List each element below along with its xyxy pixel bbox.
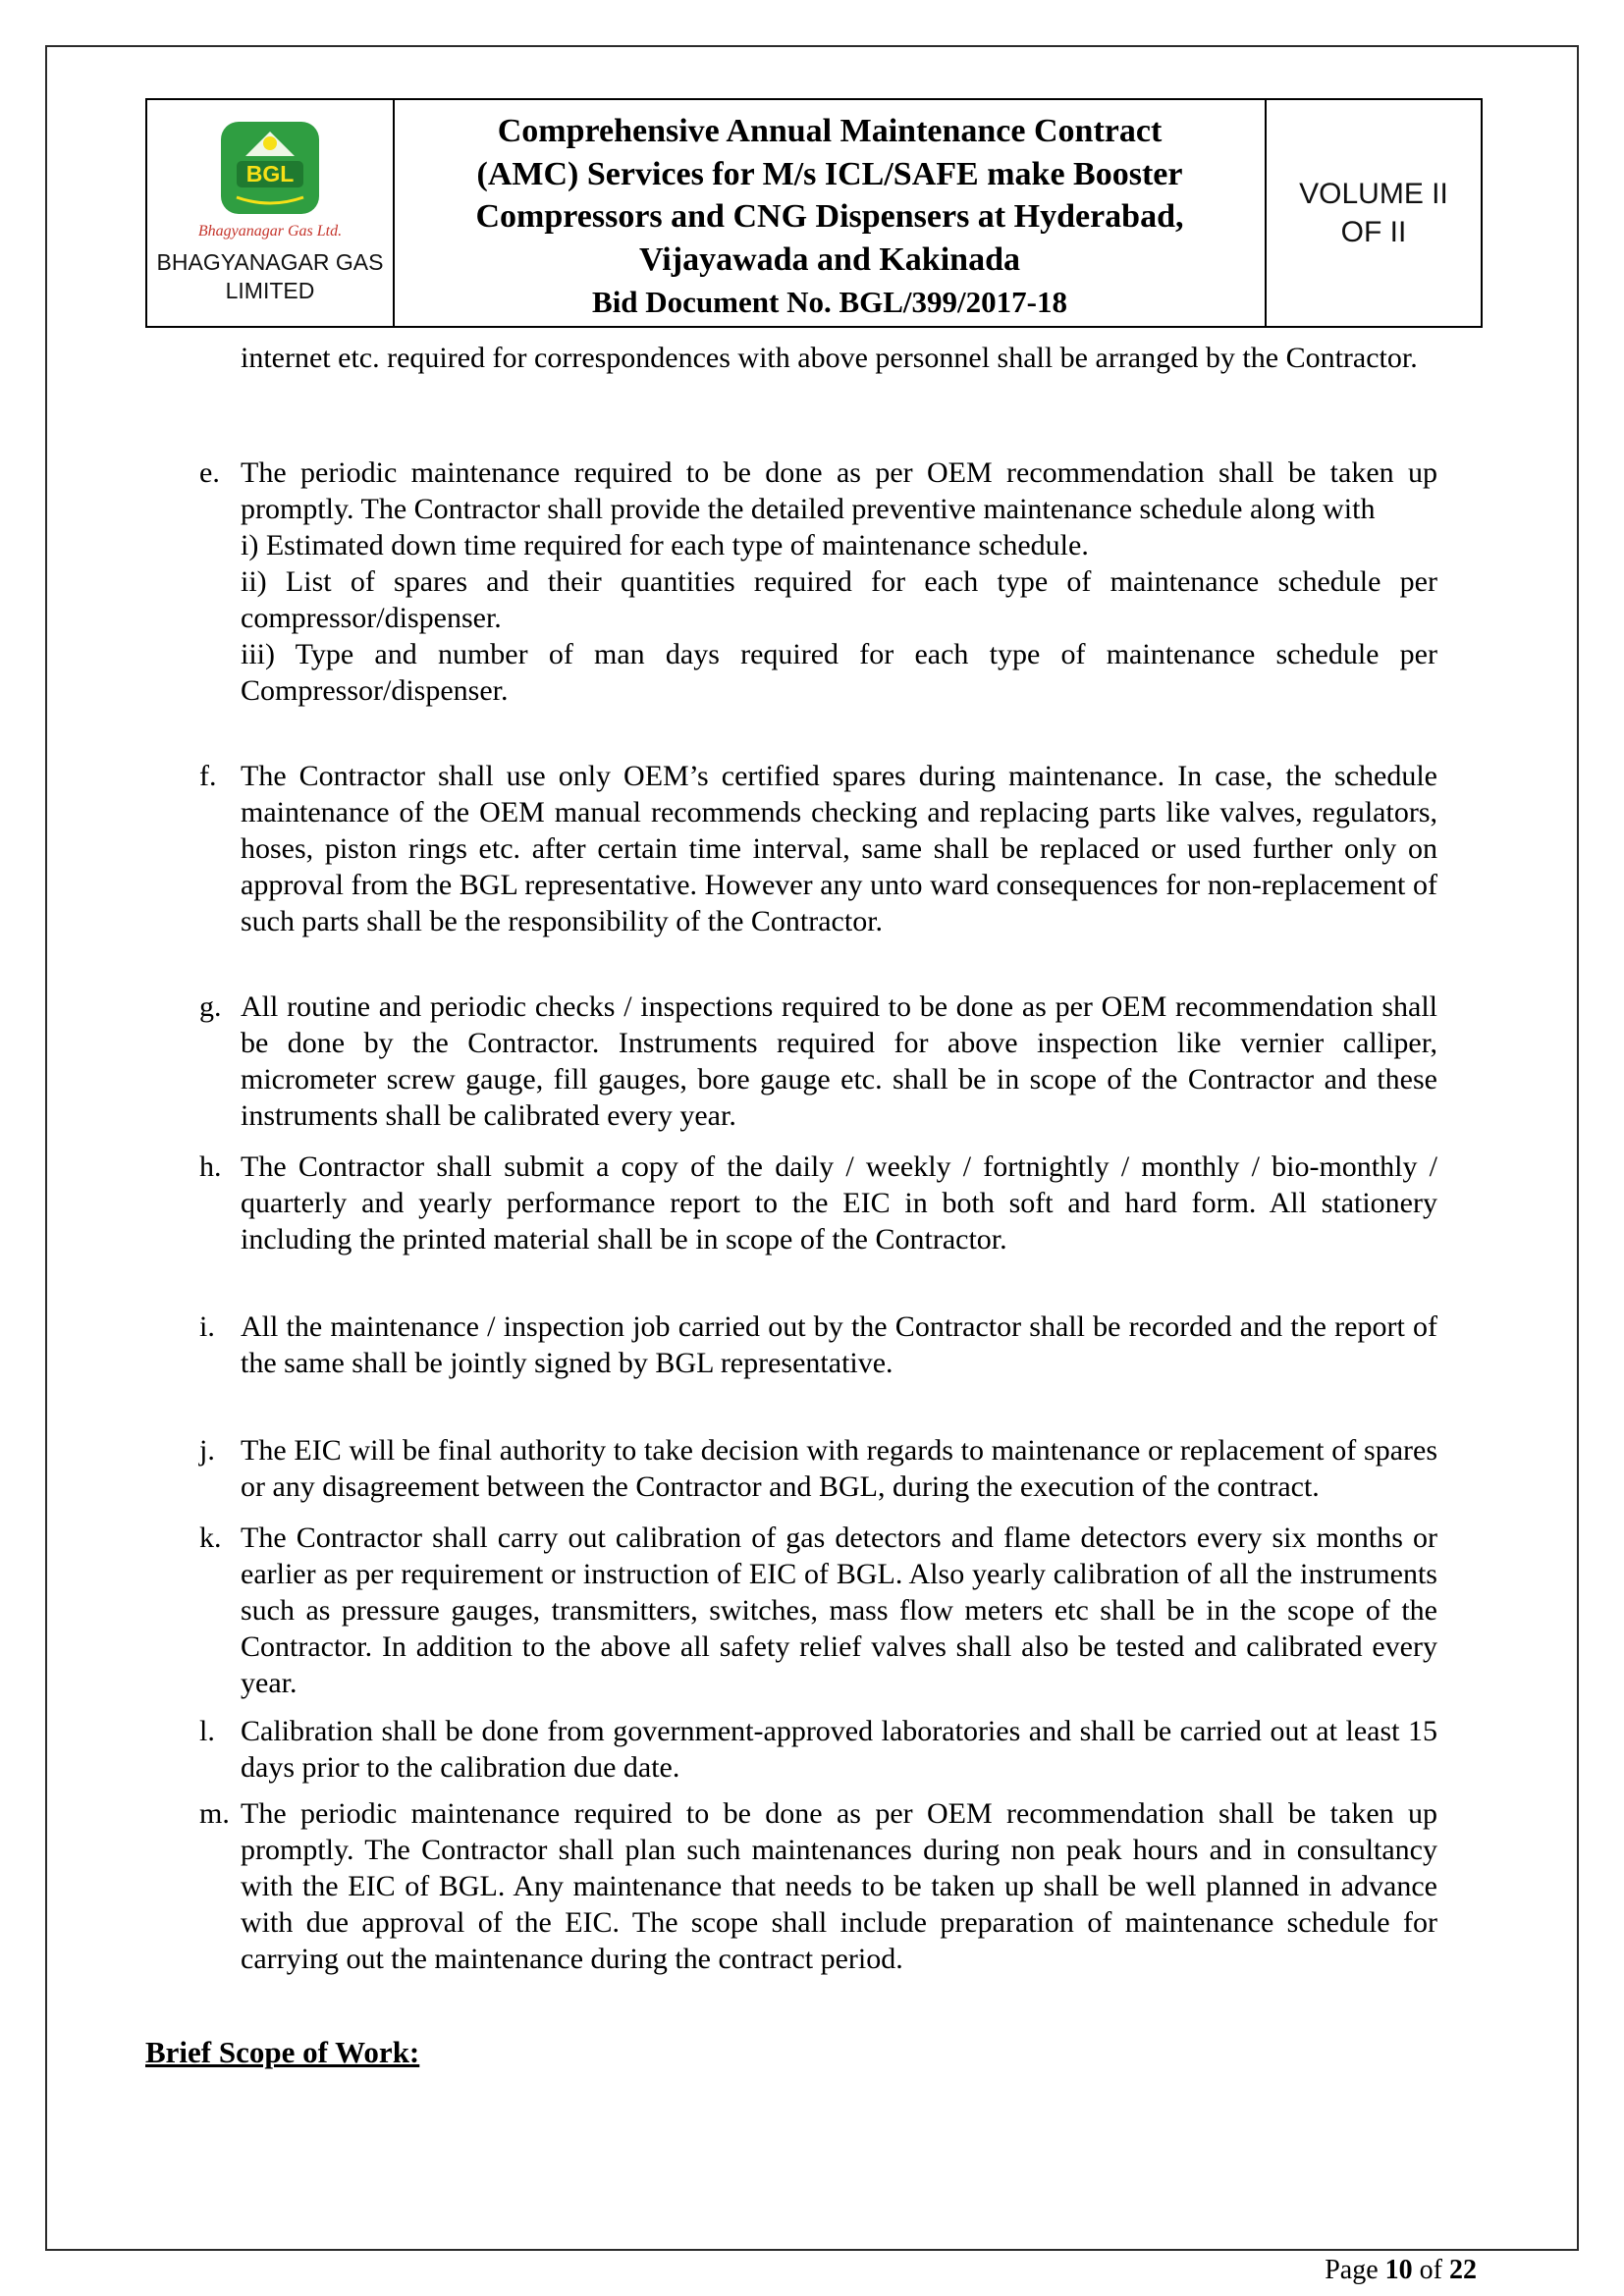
- list-item-i: [199, 1308, 1437, 1381]
- section-heading: Brief Scope of Work:: [145, 2035, 420, 2069]
- bgl-logo-icon: [212, 121, 328, 221]
- list-letter: l.: [199, 1715, 215, 1747]
- logo-monogram: BGL: [245, 161, 295, 187]
- title-cell: [395, 100, 1267, 326]
- list-item-g: [199, 988, 1437, 1134]
- list-subitem-i: i) Estimated down time required for each type of maintenance schedule.: [241, 529, 1089, 561]
- list-item-f: [199, 758, 1437, 939]
- list-text: All routine and periodic checks / inspections required to be done as per OEM recommendation shall be done by the Contractor. Instruments required for above inspection like vernier calliper, micrometer screw gauge, fill gauges, bore gauge etc. shall be in scope of the Contractor and these instruments shall be calibrated every year.: [241, 990, 1437, 1132]
- list-letter: g.: [199, 990, 222, 1023]
- volume-line2: OF II: [1340, 216, 1407, 249]
- list-text: Calibration shall be done from government-approved laboratories and shall be carried out at least 15 days prior to the calibration due date.: [241, 1715, 1437, 1784]
- list-subitem-ii: ii) List of spares and their quantities required for each type of maintenance schedule per compressor/dispenser.: [241, 565, 1437, 634]
- list-item-h: [199, 1148, 1437, 1257]
- list-letter: m.: [199, 1797, 230, 1830]
- list-text: The EIC will be final authority to take decision with regards to maintenance or replacement of spares or any disagreement between the Contractor and BGL, during the execution of the contract.: [241, 1434, 1437, 1503]
- document-body: [145, 340, 1437, 2070]
- list-letter: i.: [199, 1310, 215, 1343]
- list-subitem-iii: iii) Type and number of man days required for each type of maintenance schedule per Compressor/dispenser.: [241, 638, 1437, 707]
- list-text: The periodic maintenance required to be done as per OEM recommendation shall be taken up promptly. The Contractor shall plan such maintenances during non peak hours and in consultancy with the EIC of BGL. Any maintenance that needs to be taken up shall be well planned in advance with due approval of the EIC. The scope shall include preparation of maintenance schedule for carrying out the maintenance during the contract period.: [241, 1797, 1437, 1975]
- list-text: All the maintenance / inspection job carried out by the Contractor shall be recorded and the report of the same shall be jointly signed by BGL representative.: [241, 1310, 1437, 1379]
- title-line-2: (AMC) Services for M/s ICL/SAFE make Booster: [476, 155, 1183, 192]
- list-item-m: [199, 1795, 1437, 1977]
- total-pages: 22: [1449, 2255, 1477, 2285]
- page-number: 10: [1384, 2255, 1413, 2285]
- list-item-e: [199, 454, 1437, 709]
- list-text: The Contractor shall carry out calibration of gas detectors and flame detectors every six months or earlier as per requirement or instruction of EIC of BGL. Also yearly calibration of all the instruments such as pressure gauges, transmitters, switches, mass flow meters etc shall be in the scope of the Contractor. In addition to the above all safety relief valves shall also be tested and calibrated every year.: [241, 1522, 1437, 1699]
- footer-separator: of: [1412, 2255, 1449, 2285]
- document-header-table: [145, 98, 1483, 328]
- volume-cell: [1267, 100, 1481, 326]
- org-name-line1: BHAGYANAGAR GAS: [156, 249, 384, 276]
- logo-tagline: Bhagyanagar Gas Ltd.: [197, 223, 343, 240]
- list-text: The periodic maintenance required to be done as per OEM recommendation shall be taken up promptly. The Contractor shall provide the detailed preventive maintenance schedule along with: [241, 456, 1437, 525]
- list-item-l: [199, 1713, 1437, 1786]
- list-letter: e.: [199, 456, 220, 489]
- list-letter: f.: [199, 760, 217, 792]
- title-line-3: Compressors and CNG Dispensers at Hyderabad,: [475, 198, 1184, 236]
- list-text: The Contractor shall submit a copy of the daily / weekly / fortnightly / monthly / bio-monthly / quarterly and yearly performance report to the EIC in both soft and hard form. All stationery including the printed material shall be in scope of the Contractor.: [241, 1150, 1437, 1255]
- list-letter: h.: [199, 1150, 222, 1183]
- logo-cell: [147, 100, 395, 326]
- list-text: The Contractor shall use only OEM’s certified spares during maintenance. In case, the schedule maintenance of the OEM manual recommends checking and replacing parts like valves, regulators, hoses, piston rings etc. after certain time interval, same shall be replaced or used further only on approval from the BGL representative. However any unto ward consequences for non-replacement of such parts shall be the responsibility of the Contractor.: [241, 760, 1437, 937]
- org-name-line2: LIMITED: [225, 278, 315, 304]
- list-item-k: [199, 1520, 1437, 1701]
- list-item-j: [199, 1432, 1437, 1505]
- footer-prefix: Page: [1325, 2255, 1385, 2285]
- list-item-body: [241, 454, 1437, 709]
- title-line-4: Vijayawada and Kakinada: [639, 240, 1020, 278]
- org-name: [157, 248, 384, 305]
- title-line-1: Comprehensive Annual Maintenance Contract: [497, 113, 1163, 149]
- page-footer: [1325, 2255, 1477, 2286]
- list-letter: k.: [199, 1522, 222, 1554]
- list-letter: j.: [199, 1434, 215, 1467]
- volume-line1: VOLUME II: [1299, 178, 1448, 211]
- intro-paragraph: internet etc. required for correspondences with above personnel shall be arranged by the Contractor.: [241, 342, 1418, 374]
- bid-document-number: Bid Document No. BGL/399/2017-18: [592, 285, 1067, 320]
